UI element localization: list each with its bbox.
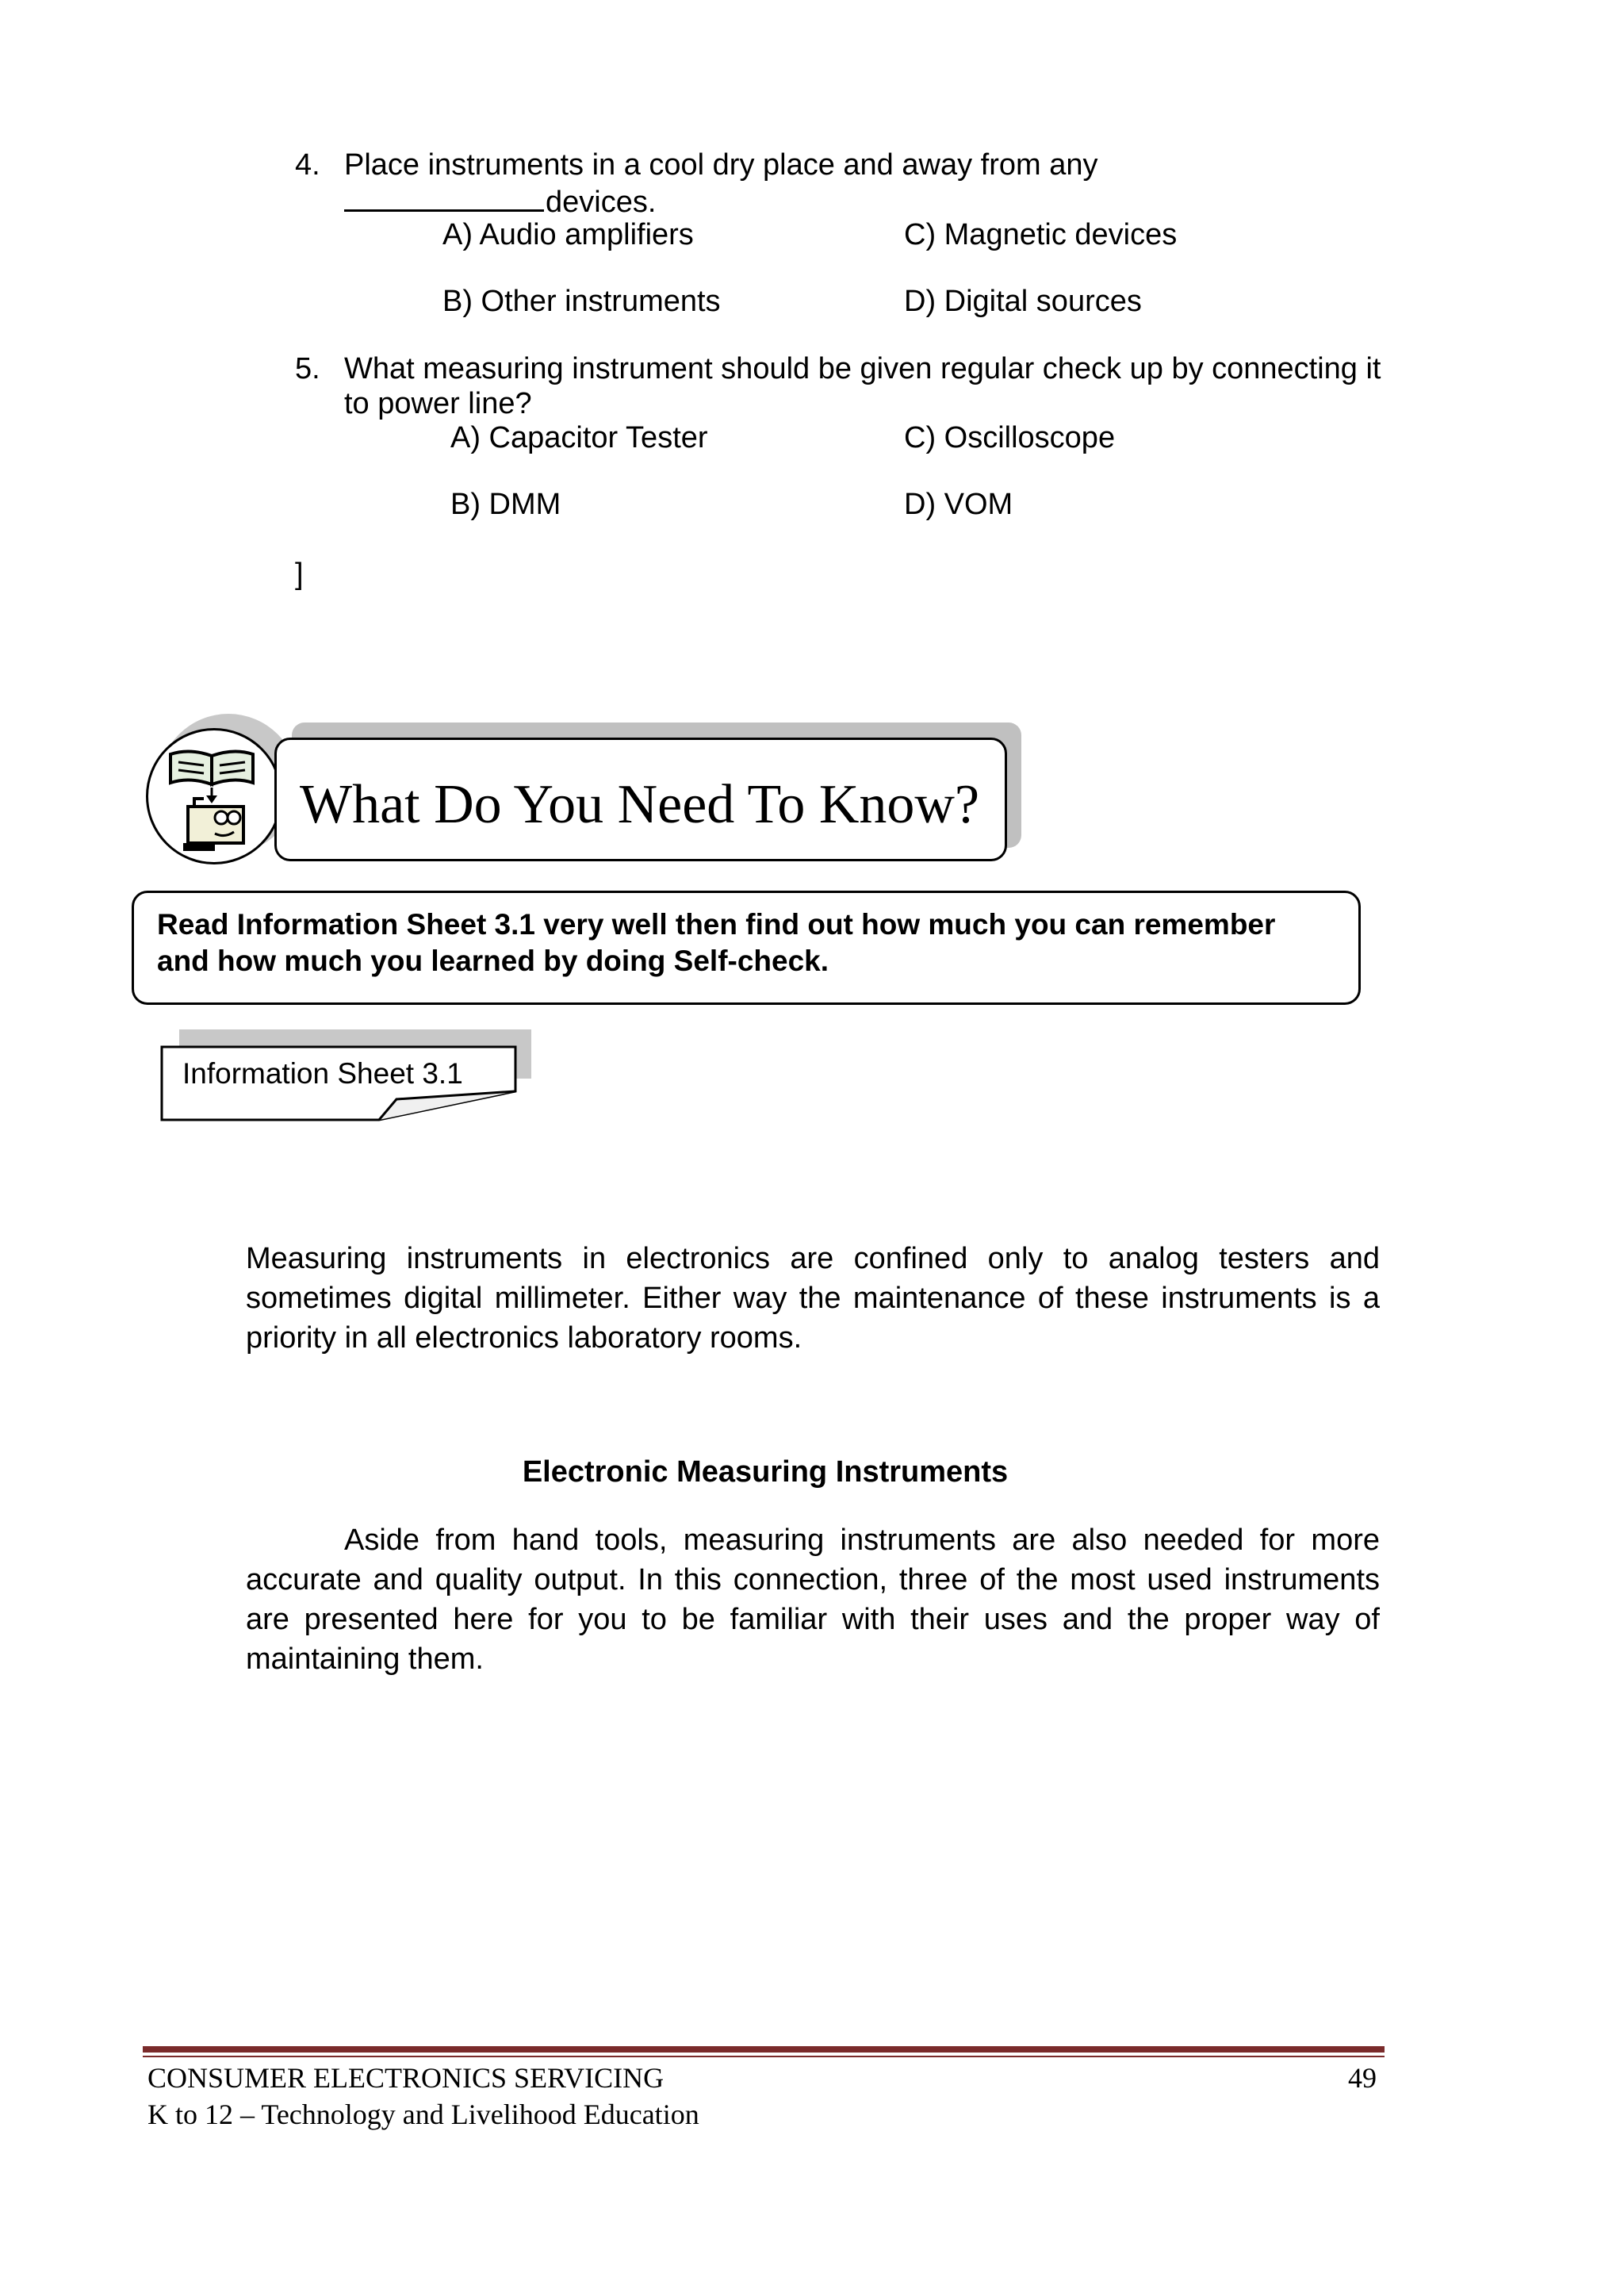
footer-course: K to 12 – Technology and Livelihood Education (147, 2099, 699, 2130)
intro-paragraph: Measuring instruments in electronics are confined only to analog testers and sometimes digital millimeter. Either way the maintenance of these instruments is a priority in all electronics laboratory rooms. (246, 1242, 1380, 1355)
question-5-option-c: C) Oscilloscope (904, 421, 1116, 454)
instruction-line-2: and how much you learned by doing Self-check. (157, 945, 829, 977)
question-4-line2-text: devices. (546, 186, 657, 219)
answer-blank (344, 182, 544, 212)
info-sheet-label: Information Sheet 3.1 (182, 1057, 463, 1090)
question-4-number: 4. (295, 148, 320, 182)
question-5-option-d: D) VOM (904, 488, 1013, 521)
page-number: 49 (1348, 2062, 1377, 2094)
footer-subject: CONSUMER ELECTRONICS SERVICING (147, 2062, 665, 2094)
instruction-line-1: Read Information Sheet 3.1 very well then find out how much you can remember (157, 908, 1276, 941)
question-4-option-b: B) Other instruments (442, 285, 721, 318)
question-4-text: Place instruments in a cool dry place and away from any (344, 148, 1098, 182)
instruction-text (157, 907, 1346, 979)
question-5-line2: to power line? (344, 387, 532, 420)
banner-icon-circle (146, 728, 282, 864)
footer-rule-thin (143, 2056, 1385, 2057)
section-heading: Electronic Measuring Instruments (522, 1455, 1009, 1489)
stray-bracket: ] (295, 558, 304, 591)
section-paragraph: Aside from hand tools, measuring instruments are also needed for more accurate and quality output. In this connection, three of the most used instruments are presented here for you to be familiar with their uses and the proper way of maintaining them. (246, 1524, 1380, 1676)
reading-student-icon (148, 730, 280, 862)
question-5-option-a: A) Capacitor Tester (450, 421, 708, 454)
question-4-option-a: A) Audio amplifiers (442, 218, 694, 251)
question-5-text: What measuring instrument should be given regular check up by connecting it (344, 352, 1381, 385)
question-4-line2 (344, 182, 656, 220)
question-4-option-d: D) Digital sources (904, 285, 1142, 318)
question-4-option-c: C) Magnetic devices (904, 218, 1178, 251)
footer-rule (143, 2046, 1385, 2053)
banner-title: What Do You Need To Know? (300, 774, 980, 835)
question-5-option-b: B) DMM (450, 488, 561, 521)
question-5-number: 5. (295, 352, 320, 385)
